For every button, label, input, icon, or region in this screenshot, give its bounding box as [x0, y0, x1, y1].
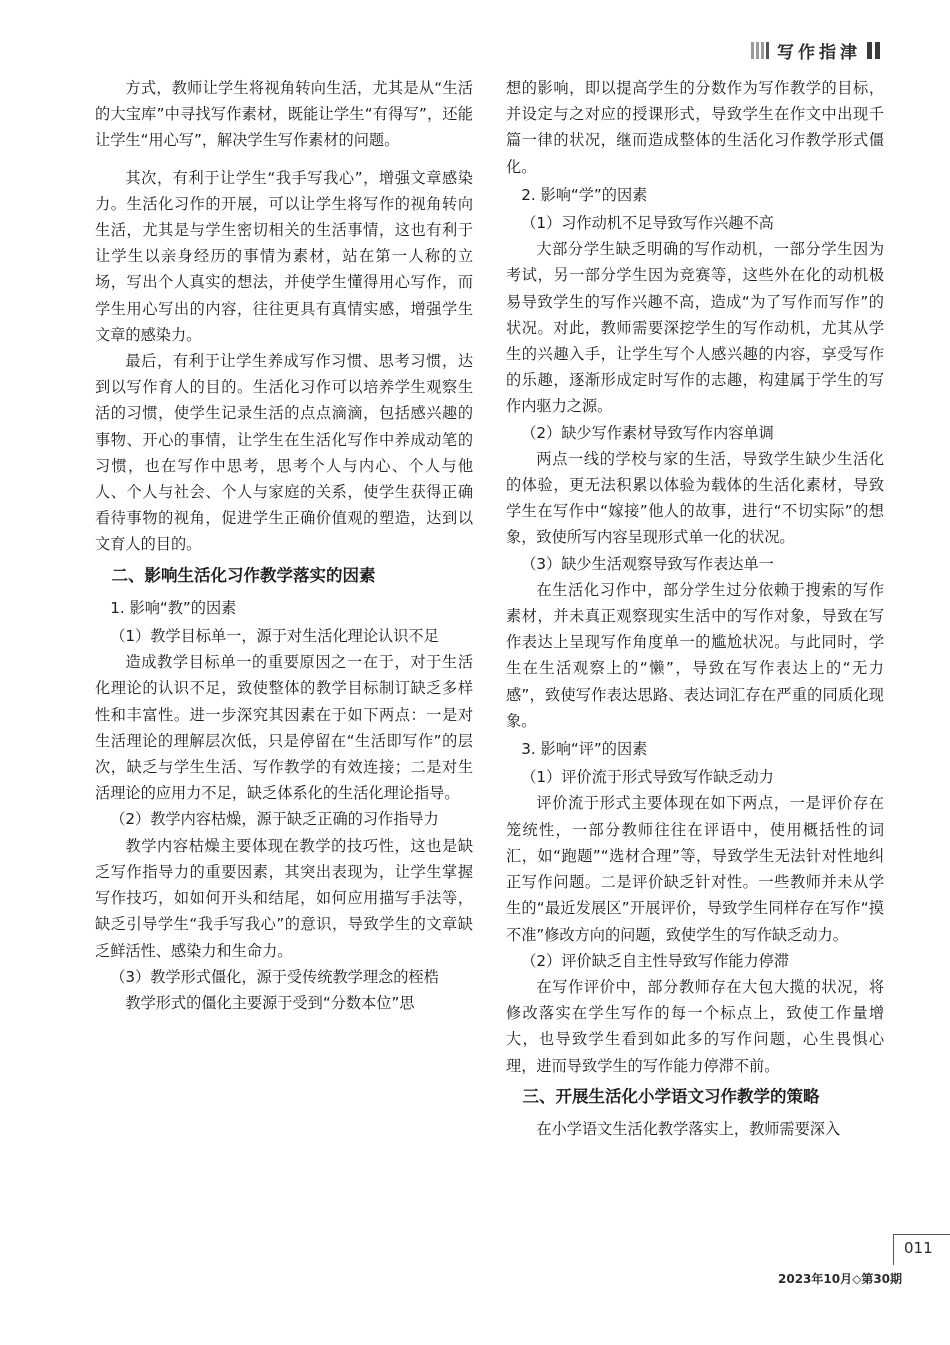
body-paragraph: 在写作评价中，部分教师存在大包大揽的状况，将修改落实在学生写作的每一个标点上，致使工作量增大，也导致学生看到如此多的写作问题，心生畏惧心理，进而导致学生的写作能力停滞不前。: [506, 977, 884, 1075]
section-title: 写作指津: [777, 43, 861, 63]
body-paragraph: 评价流于形式主要体现在如下两点，一是评价存在笼统性，一部分教师往往在评语中，使用概括性的词汇，如“跑题”“选材合理”等，导致学生无法针对性地纠正写作问题。二是评价缺乏针对性。一些教师并未从学生的“最近发展区”开展评价，导致学生同样存在写作“摸不准”修改方向的问题，致使学生的写作缺乏动力。: [506, 794, 884, 944]
body-paragraph: 方式，教师让学生将视角转向生活，尤其是从“生活的大宝库”中寻找写作素材，既能让学生“有得写”，还能让学生“用心写”，解决学生写作素材的问题。: [95, 79, 473, 150]
subsection-heading: 3. 影响“评”的因素: [521, 740, 648, 759]
right-column: [506, 75, 884, 1142]
page-number-box: [893, 1234, 950, 1265]
subheading: （2）评价缺乏自主性导致写作能力停滞: [521, 951, 790, 970]
subheading: （3）教学形式僵化，源于受传统教学理念的桎梏: [110, 967, 439, 986]
body-paragraph: 在小学语文生活化教学落实上，教师需要深入: [536, 1119, 841, 1138]
subheading: （2）教学内容枯燥，源于缺乏正确的习作指导力: [110, 810, 439, 829]
body-paragraph: 在生活化习作中，部分学生过分依赖于搜索的写作素材，并未真正观察现实生活中的写作对象，导致在写作表达上呈现写作角度单一的尴尬状况。与此同时，学生在生活观察上的“懒”，导致在写作表达上的“无力感”，致使写作表达思路、表达词汇存在严重的同质化现象。: [506, 580, 884, 730]
subheading: （2）缺少写作素材导致写作内容单调: [521, 423, 774, 442]
header-bar-decoration: [867, 42, 880, 59]
section-heading: 三、开展生活化小学语文习作教学的策略: [522, 1086, 820, 1106]
subsection-heading: 1. 影响“教”的因素: [110, 598, 237, 617]
subheading: （1）评价流于形式导致写作缺乏动力: [521, 768, 774, 787]
body-paragraph: 造成教学目标单一的重要原因之一在于，对于生活化理论的认识不足，致使整体的教学目标制订缺乏多样性和丰富性。进一步深究其因素在于如下两点：一是对生活理论的理解层次低，只是停留在“生活即写作”的层次，缺乏与学生生活、写作教学的有效连接；二是对生活理论的应用力不足，缺乏体系化的生活化理论指导。: [95, 653, 473, 803]
left-column: [95, 75, 473, 1016]
subsection-heading: 2. 影响“学”的因素: [521, 185, 648, 204]
subheading: （3）缺少生活观察导致写作表达单一: [521, 554, 774, 573]
body-paragraph: 两点一线的学校与家的生活，导致学生缺少生活化的体验，更无法积累以体验为载体的生活化素材，导致学生在写作中“嫁接”他人的故事，进行“不切实际”的想象，致使所写内容呈现形式单一化的状况。: [506, 449, 884, 547]
header-stripe-decoration: [751, 42, 769, 59]
body-paragraph: 最后，有利于让学生养成写作习惯、思考习惯，达到以写作育人的目的。生活化习作可以培养学生观察生活的习惯，使学生记录生活的点点滴滴，包括感兴趣的事物、开心的事情，让学生在生活化写作中养成动笔的习惯，也在写作中思考，思考个人与内心、个人与他人、个人与社会、个人与家庭的关系，使学生获得正确看待事物的视角，促进学生正确价值观的塑造，达到以文育人的目的。: [95, 352, 473, 554]
issue-info: 2023年10月◇第30期: [778, 1272, 903, 1286]
body-paragraph: 其次，有利于让学生“我手写我心”，增强文章感染力。生活化习作的开展，可以让学生将写作的视角转向生活，尤其是与学生密切相关的生活事情，这也有利于让学生以亲身经历的事情为素材，站在第一人称的立场，写出个人真实的想法，并使学生懂得用心写作，而学生用心写出的内容，往往更具有真情实感，增强学生文章的感染力。: [95, 168, 473, 344]
page-number: 011: [904, 1239, 933, 1257]
body-paragraph: 想的影响，即以提高学生的分数作为写作教学的目标，并设定与之对应的授课形式，导致学生在作文中出现千篇一律的状况，继而造成整体的生活化习作教学形式僵化。: [506, 79, 884, 176]
subheading: （1）习作动机不足导致写作兴趣不高: [521, 214, 774, 233]
subheading: （1）教学目标单一，源于对生活化理论认识不足: [110, 627, 439, 646]
body-paragraph: 教学形式的僵化主要源于受到“分数本位”思: [125, 993, 415, 1012]
body-paragraph: 大部分学生缺乏明确的写作动机，一部分学生因为考试，另一部分学生因为竞赛等，这些外在化的动机极易导致学生的写作兴趣不高，造成“为了写作而写作”的状况。对此，教师需要深挖学生的写作动机，尤其从学生的兴趣入手，让学生写个人感兴趣的内容，享受写作的乐趣，逐渐形成定时写作的志趣，构建属于学生的写作内驱力之源。: [506, 240, 884, 416]
body-paragraph: 教学内容枯燥主要体现在教学的技巧性，这也是缺乏写作指导力的重要因素，其突出表现为，让学生掌握写作技巧，如如何开头和结尾，如何应用描写手法等，缺乏引导学生“我手写我心”的意识，导致学生的文章缺乏鲜活性、感染力和生命力。: [95, 836, 473, 960]
section-header: [751, 38, 880, 63]
section-heading: 二、影响生活化习作教学落实的因素: [111, 565, 376, 585]
